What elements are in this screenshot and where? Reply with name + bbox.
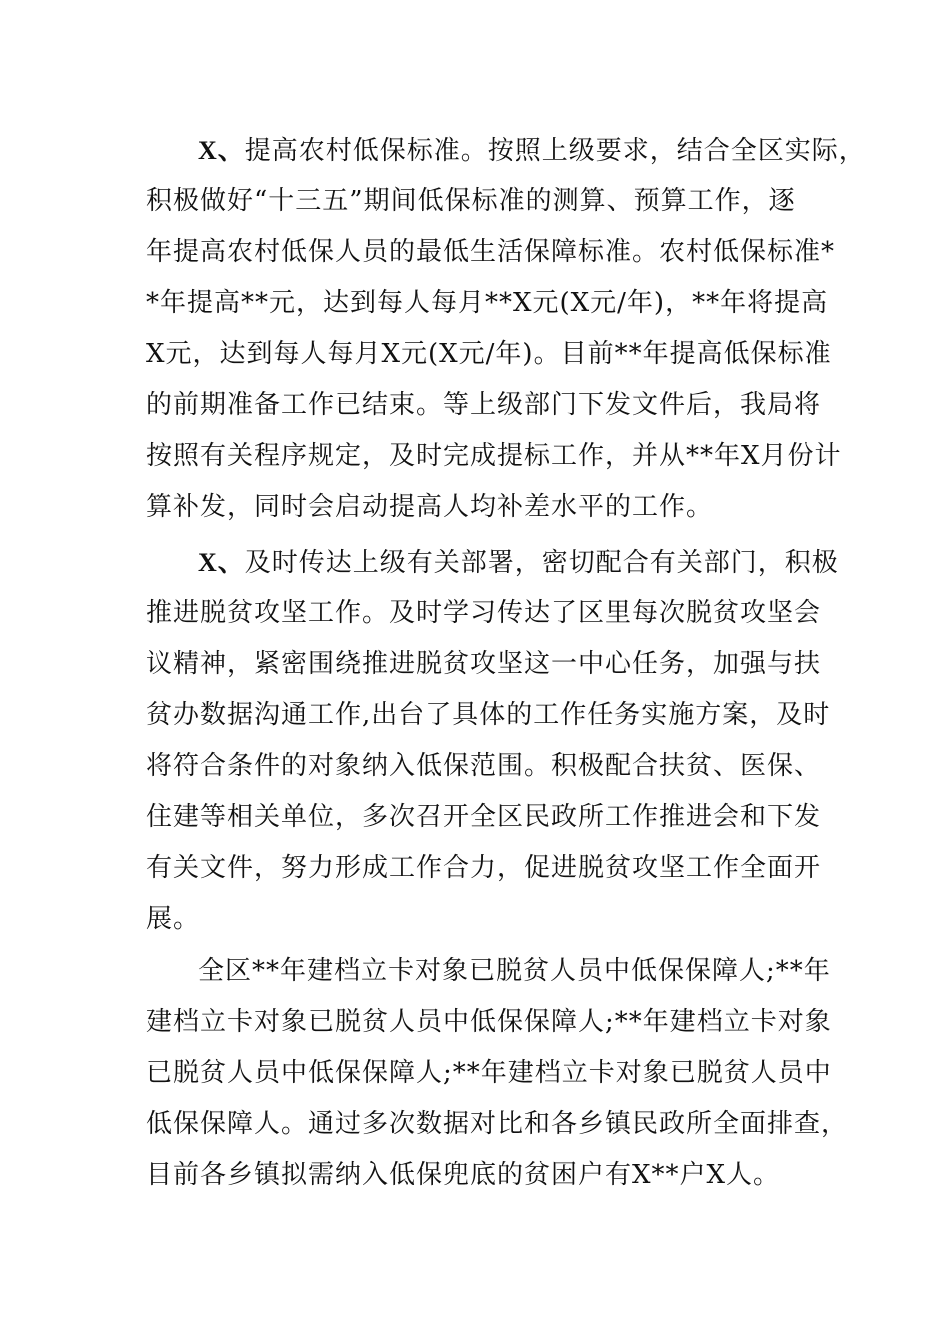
paragraph-line: 低保保障人。通过多次数据对比和各乡镇民政所全面排查， <box>146 1109 849 1139</box>
paragraph-line: 积极做好“十三五”期间低保标准的测算、预算工作，逐 <box>146 186 796 216</box>
line-text: 提高农村低保标准。按照上级要求，结合全区实际， <box>244 136 866 166</box>
paragraph-line: 年提高农村低保人员的最低生活保障标准。农村低保标准* <box>146 237 836 267</box>
item-number: X、 <box>198 548 245 577</box>
paragraph-line: 将符合条件的对象纳入低保范围。积极配合扶贫、医保、 <box>146 751 822 781</box>
paragraph-line: 全区**年建档立卡对象已脱贫人员中低保保障人;**年 <box>198 956 831 986</box>
paragraph-line <box>146 537 839 588</box>
paragraph-line: 有关文件，努力形成工作合力，促进脱贫攻坚工作全面开 <box>146 853 822 883</box>
paragraph-line: 推进脱贫攻坚工作。及时学习传达了区里每次脱贫攻坚会 <box>146 598 822 628</box>
paragraph-line: X元，达到每人每月X元(X元/年)。目前**年提高低保标准 <box>146 339 832 369</box>
paragraph-poverty-alleviation <box>146 537 839 945</box>
paragraph-raise-rural-standard <box>146 125 866 533</box>
item-number: X、 <box>198 136 245 165</box>
paragraph-line: 的前期准备工作已结束。等上级部门下发文件后，我局将 <box>146 390 822 420</box>
paragraph-line <box>146 125 866 176</box>
paragraph-line: 住建等相关单位，多次召开全区民政所工作推进会和下发 <box>146 802 822 832</box>
paragraph-line: 议精神，紧密围绕推进脱贫攻坚这一中心任务，加强与扶 <box>146 649 822 679</box>
line-text: 及时传达上级有关部署，密切配合有关部门，积极 <box>244 548 839 578</box>
paragraph-line: 建档立卡对象已脱贫人员中低保保障人;**年建档立卡对象 <box>146 1007 832 1037</box>
paragraph-line: *年提高**元，达到每人每月**X元(X元/年)，**年将提高 <box>146 288 829 318</box>
paragraph-district-statistics <box>146 946 849 1201</box>
paragraph-line: 目前各乡镇拟需纳入低保兜底的贫困户有X**户X人。 <box>146 1160 781 1190</box>
paragraph-line: 按照有关程序规定，及时完成提标工作，并从**年X月份计 <box>146 441 842 471</box>
paragraph-line: 已脱贫人员中低保保障人;**年建档立卡对象已脱贫人员中 <box>146 1058 832 1088</box>
paragraph-line: 算补发，同时会启动提高人均补差水平的工作。 <box>146 492 714 522</box>
paragraph-line: 展。 <box>146 904 201 934</box>
paragraph-line: 贫办数据沟通工作,出台了具体的工作任务实施方案，及时 <box>146 700 831 730</box>
